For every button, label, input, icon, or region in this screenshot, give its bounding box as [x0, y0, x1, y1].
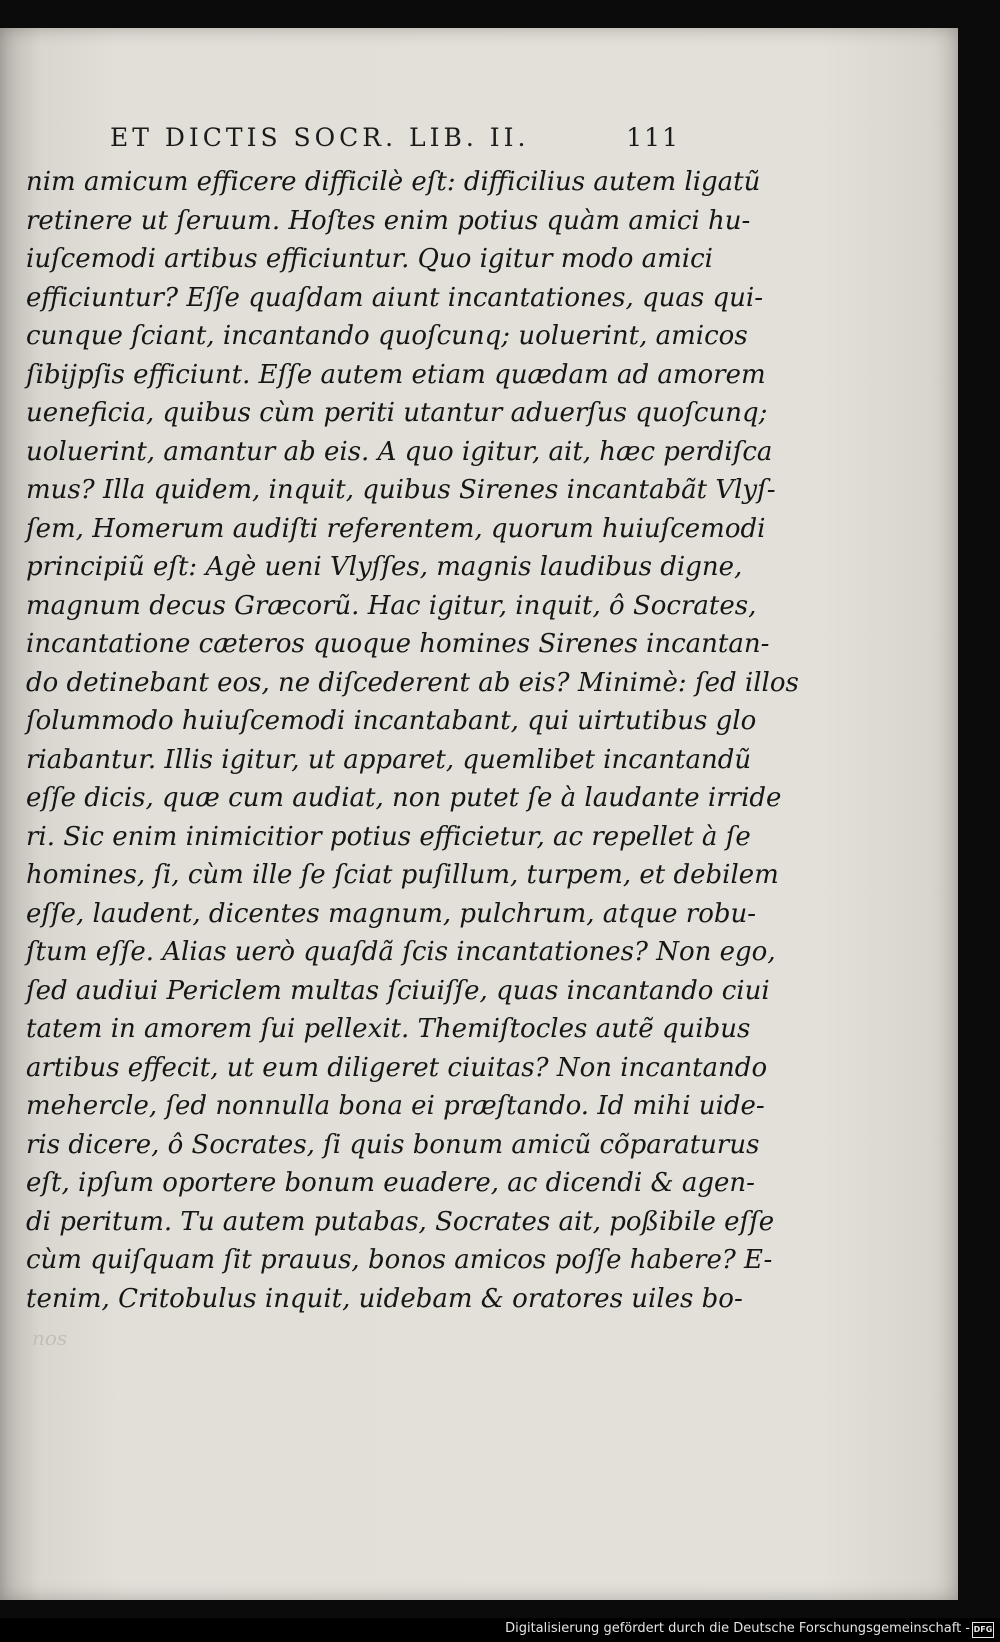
text-line: tatem in amorem ſui pellexit. Themiſtocles autẽ quibus: [26, 1014, 751, 1044]
text-line: do detinebant eos, ne diſcederent ab eis? Minimè: ſed illos: [26, 667, 799, 698]
text-line: eſſe, laudent, dicentes magnum, pulchrum, atque robu-: [26, 898, 757, 929]
text-line: riabantur. Illis igitur, ut apparet, quemlibet incantandũ: [26, 744, 752, 775]
text-line: ri. Sic enim inimicitior potius efficietur, ac repellet à ſe: [26, 821, 751, 852]
running-title: ET DICTIS SOCR. LIB. II.: [110, 123, 530, 152]
funding-credit: Digitalisierung gefördert durch die Deutsche Forschungsgemeinschaft -: [505, 1621, 970, 1636]
text-line: magnum decus Græcorũ. Hac igitur, inquit, ô Socrates,: [26, 590, 757, 621]
text-line: nim amicum efficere difficilè eſt: difficilius autem ligatũ: [26, 167, 761, 197]
text-line: artibus effecit, ut eum diligeret ciuitas? Non incantando: [26, 1052, 768, 1083]
text-line: retinere ut ſeruum. Hoſtes enim potius quàm amici hu-: [26, 205, 751, 236]
text-line: principiũ eſt: Agè ueni Vlyſſes, magnis laudibus digne,: [26, 552, 743, 582]
text-line: efficiuntur? Eſſe quaſdam aiunt incantationes, quas qui-: [26, 282, 764, 313]
text-line: tenim, Critobulus inquit, uidebam & oratores uiles bo-: [26, 1283, 743, 1314]
body-text: [26, 163, 799, 1318]
text-line: uoluerint, amantur ab eis. A quo igitur, ait, hæc perdiſca: [26, 436, 773, 467]
text-line: ſed audiui Periclem multas ſciuiſſe, quas incantando ciui: [26, 975, 770, 1006]
page-header: [110, 123, 680, 157]
text-line: cunque ſciant, incantando quoſcunq; uoluerint, amicos: [26, 321, 748, 351]
text-line: ſolummodo huiuſcemodi incantabant, qui uirtutibus glo: [26, 706, 757, 736]
text-line: incantatione cæteros quoque homines Sirenes incantan-: [26, 629, 770, 659]
bleed-through-text: nos: [32, 1326, 68, 1350]
text-line: mus? Illa quidem, inquit, quibus Sirenes incantabãt Vlyſ-: [26, 475, 776, 505]
text-line: ueneficia, quibus cùm periti utantur aduerſus quoſcunq;: [26, 398, 768, 428]
text-line: iuſcemodi artibus efficiuntur. Quo igitur modo amici: [26, 244, 713, 274]
text-line: di peritum. Tu autem putabas, Socrates ait, poßibile eſſe: [26, 1206, 775, 1237]
text-line: ſem, Homerum audiſti referentem, quorum huiuſcemodi: [26, 513, 766, 544]
footer-bar: [0, 1618, 1000, 1642]
text-line: ſibijpſis efficiunt. Eſſe autem etiam quædam ad amorem: [26, 359, 766, 390]
dfg-logo-icon: DFG: [972, 1622, 994, 1638]
text-line: eſt, ipſum oportere bonum euadere, ac dicendi & agen-: [26, 1168, 755, 1198]
text-line: ris dicere, ô Socrates, ſi quis bonum amicũ cõparaturus: [26, 1129, 760, 1160]
page-number: 111: [626, 123, 680, 152]
text-line: eſſe dicis, quæ cum audiat, non putet ſe à laudante irride: [26, 783, 782, 813]
text-line: mehercle, ſed nonnulla bona ei præſtando. Id mihi uide-: [26, 1091, 765, 1121]
book-page: [0, 28, 958, 1600]
text-line: ſtum eſſe. Alias uerò quaſdã ſcis incantationes? Non ego,: [26, 937, 776, 967]
text-line: cùm quiſquam ſit prauus, bonos amicos poſſe habere? E-: [26, 1245, 773, 1275]
text-line: homines, ſi, cùm ille ſe ſciat puſillum, turpem, et debilem: [26, 860, 779, 890]
